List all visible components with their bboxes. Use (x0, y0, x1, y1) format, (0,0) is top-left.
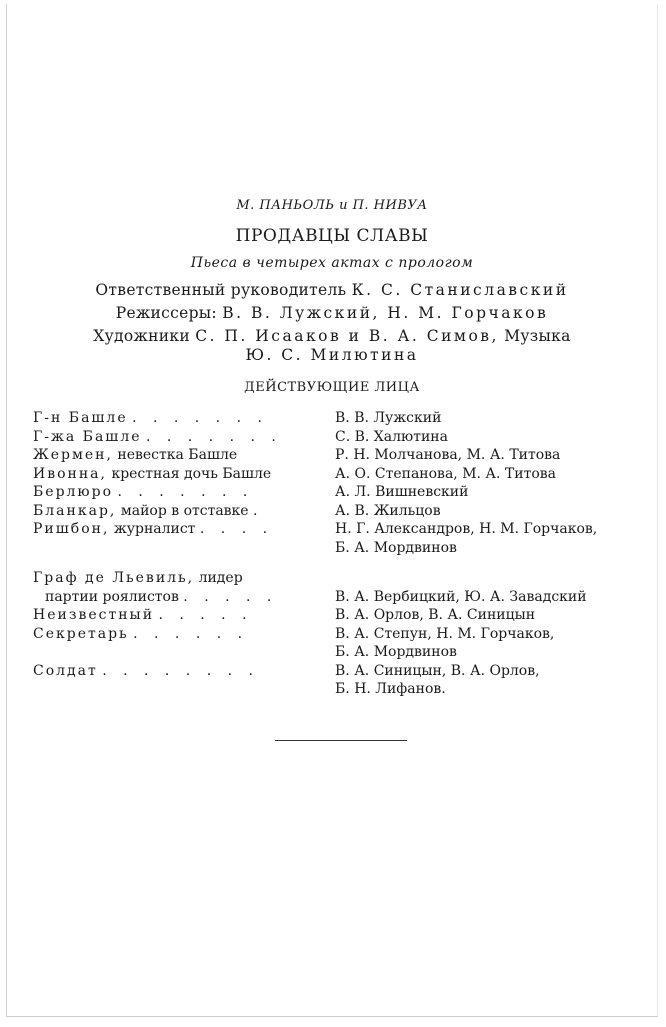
leader-dots: . . . . . . . (117, 484, 254, 500)
character-role (33, 465, 271, 484)
character-role (33, 428, 282, 447)
actor-names: Б. Н. Лифанов. (335, 681, 446, 697)
cast-row (33, 606, 653, 625)
actor-names: А. Л. Вишневский (335, 484, 469, 500)
director-name: К. С. Станиславский (351, 281, 569, 299)
play-title: ПРОДАВЦЫ СЛАВЫ (235, 226, 429, 246)
actor-names: А. В. Жильцов (335, 502, 441, 519)
cast-row (33, 643, 653, 662)
credit-designers (7, 327, 657, 345)
actor-names: В. А. Орлов, В. А. Синицын (335, 607, 536, 623)
character-description: майор в отставке . (120, 502, 258, 519)
character-role (33, 409, 268, 428)
music-label: Музыка (504, 327, 571, 345)
credit-music (7, 346, 657, 364)
character-name: Берлюро (33, 484, 114, 500)
cast-row (33, 446, 653, 465)
character-name: Г-жа Башле (33, 428, 142, 445)
cast-list (33, 409, 653, 699)
cast-row (33, 502, 653, 521)
character-name: Ивонна, (33, 465, 107, 482)
character-role (45, 588, 277, 607)
character-description: невестка Башле (117, 447, 238, 463)
cast-row (33, 625, 653, 644)
actor-names: В. В. Лужский (335, 410, 442, 426)
designers-names: С. П. Исааков и В. А. Симов, (195, 327, 499, 345)
actor-names: Б. А. Мордвинов (335, 644, 457, 660)
leader-dots: . . . . . . . (132, 410, 268, 426)
leader-dots: . . . . . (183, 588, 278, 605)
cast-row (33, 662, 653, 681)
stage-directors-names: В. В. Лужский, Н. М. Горчаков (222, 304, 549, 322)
leader-dots: . . . . (199, 521, 274, 537)
actor-names: Б. А. Мордвинов (335, 539, 457, 556)
actor-names: В. А. Синицын, В. А. Орлов, (335, 662, 540, 679)
cast-row (33, 428, 653, 447)
designers-label: Художники (93, 327, 190, 345)
cast-row (33, 520, 653, 539)
document-page (6, 4, 658, 1017)
leader-dots: . . . . . (158, 607, 253, 623)
leader-dots: . . . . . . . (145, 428, 282, 445)
dramatis-personae-heading: ДЕЙСТВУЮЩИЕ ЛИЦА (244, 380, 420, 395)
character-name: Солдат (33, 662, 98, 679)
character-description: крестная дочь Башле (111, 465, 272, 482)
actor-names: В. А. Вербицкий, Ю. А. Завадский (335, 588, 587, 605)
leader-dots: . . . . . . (133, 625, 249, 642)
actor-names: В. А. Степун, Н. М. Горчаков, (335, 625, 555, 642)
character-role (33, 483, 253, 502)
character-role (33, 569, 243, 588)
stage-directors-label: Режиссеры: (115, 304, 217, 322)
actor-names: С. В. Халютина (335, 428, 448, 445)
cast-gap (33, 557, 653, 569)
director-label: Ответственный руководитель (95, 281, 347, 299)
character-name: Секретарь (33, 625, 129, 642)
actor-names: А. О. Степанова, М. А. Титова (335, 465, 556, 482)
actor-names: Н. Г. Александров, Н. М. Горчаков, (335, 521, 598, 537)
divider-line (275, 740, 407, 741)
character-role (33, 606, 253, 625)
character-description: журналист (113, 521, 196, 537)
character-name: Г-н Башле (33, 410, 128, 426)
character-role (33, 446, 237, 465)
character-name: Бланкар, (33, 502, 117, 519)
character-role (33, 625, 248, 644)
cast-row (33, 680, 653, 699)
character-role (33, 502, 258, 521)
play-subtitle: Пьеса в четырех актах с прологом (190, 255, 474, 271)
character-name: Жермен, (33, 447, 113, 463)
authors-line: М. ПАНЬОЛЬ и П. НИВУА (236, 198, 428, 213)
cast-row (33, 588, 653, 607)
credit-director (7, 281, 657, 299)
leader-dots: . . . . . . . . (102, 662, 259, 679)
character-role (33, 520, 273, 539)
character-description: лидер (198, 570, 243, 586)
cast-row (33, 465, 653, 484)
cast-row (33, 483, 653, 502)
character-name: Ришбон, (33, 521, 110, 537)
credit-stage-directors (7, 304, 657, 322)
actor-names: Р. Н. Молчанова, М. А. Титова (335, 447, 561, 463)
character-role (33, 662, 259, 681)
character-name: Неизвестный (33, 607, 155, 623)
cast-row (33, 539, 653, 558)
cast-row (33, 569, 653, 588)
character-description: партии роялистов (45, 588, 179, 605)
music-name: Ю. С. Милютина (245, 346, 419, 364)
cast-row (33, 409, 653, 428)
character-name: Граф де Льевиль, (33, 570, 195, 586)
